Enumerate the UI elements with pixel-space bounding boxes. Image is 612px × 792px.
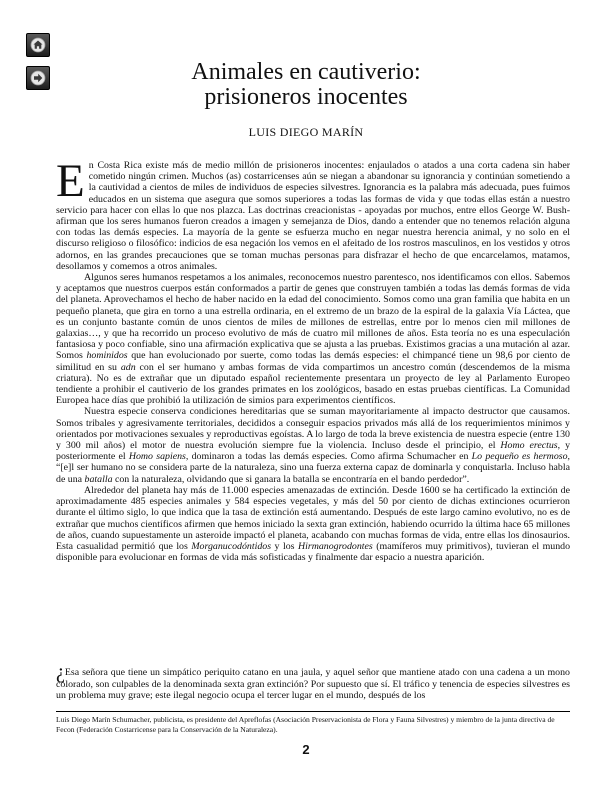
closing-text: Esa señora que tiene un simpático periquito catano en una jaula, y aquel señor que mantiene atado con una cadena a un mono colorado, son culpables de la denominada sexta gran extinción? Por supuesto que sí. El tráfico y tenencia de especies silvestres es un problema muy grave; este ilegal negocio ocupa el tercer lugar en el mundo, después de los	[56, 667, 570, 702]
text-span: Alrededor del planeta hay más de 11.000 especies amenazadas de extinción. Desde 1600 se ha certificado la extinción de aproximadamente 485 especies animales y 584 especies vegetales, y más del 50 por ciento de dichas extinciones ocurrieron durante el último siglo, lo que indica que la tasa de extinción está aumentando. Después de este largo camino evolutivo, no es de extrañar que muchos científicos afirmen que hemos iniciado la sexta gran extinción, habiendo ocurrido la última hace 65 millones de años, cuando supuestamente un asteroide impactó el planeta, acabando con muchas formas de vida, entre ellas los dinosaurios. Esta casualidad permitió que los	[56, 484, 570, 552]
term-adn: adn	[120, 361, 136, 373]
closing-paragraph	[56, 661, 570, 702]
text-span: Algunos seres humanos respetamos a los animales, reconocemos nuestro parentesco, nos identificamos con ellos. Sabemos y aceptamos que nuestros cuerpos están conformados a partir de genes que construyen también a todas las demás formas de vida del planeta. Aprovechamos el hecho de haber nacido en la edad del conocimiento. Somos como una gran familia que habita en un pequeño planeta, que gira en torno a una estrella ordinaria, en el extremo de un brazo de la espiral de la galaxia Vía Láctea, que es un conjunto bastante común de unos cientos de miles de millones de estrellas, entre por lo menos cien mil millones de galaxias…, y que ha recorrido un proceso evolutivo de más de cuatro mil millones de años. Esta teoría no es una especulación fantasiosa y poco confiable, sino una afirmación explicativa que se ajusta a las pruebas. Existimos gracias a una mutación al azar. Somos	[56, 272, 570, 362]
text-span: Nuestra especie conserva condiciones hereditarias que se suman mayoritariamente al impacto destructor que causamos. Somos tribales y agresivamente territoriales, decididos a conseguir espacios privados más allá de los requerimientos mínimos y orientados por motivaciones sexuales y reproductivas egoístas. A lo largo de toda la breve existencia de nuestra especie (entre 130 y 300 mil años) el motor de nuestra evolución siempre fue la violencia. Incluso desde el principio, el	[56, 406, 570, 452]
home-icon	[30, 37, 46, 53]
arrow-right-icon	[30, 70, 46, 86]
paragraph-1-text: n Costa Rica existe más de medio millón de prisioneros inocentes: enjaulados o atados a una corta cadena sin haber cometido ningún crimen. Muchos (as) costarricenses aún se niegan a abandonar su ignorancia y continúan sometiendo a la cautividad a cientos de miles de individuos de especies silvestres. Ignorancia es la palabra más adecuada, pues fuimos educados en un sistema que asegura que somos superiores a todas las formas de vida y que todas ellas están a nuestro servicio para hacer con ellas lo que nos plazca. Las doctrinas creacionistas - apoyadas por muchos, entre ellos George W. Bush- afirman que los seres humanos fueron creados a imagen y semejanza de Dios, dando a entender que no tenemos relación alguna con todas las demás especies. La mayoría de la gente se esfuerza mucho en negar nuestra herencia animal, y no solo en el discurso religioso o filosófico: indicios de esa negación los vemos en el afeitado de los rostros masculinos, en los vestidos y otros adornos, en las grandes precauciones que se toman muchas personas para disfrazar el hecho de que encarcelamos, matamos, desollamos y comemos a otros animales.	[56, 160, 570, 272]
text-span: , y posteriormente el	[56, 440, 571, 463]
footnote-divider	[56, 711, 570, 712]
book-title: Lo pequeño es hermoso	[471, 451, 568, 463]
term-homo-erectus: Homo erectus	[500, 440, 558, 452]
term-morganucodontidos: Morganucodóntidos	[191, 540, 272, 552]
paragraph-3	[56, 406, 570, 484]
text-span: (mamíferos muy primitivos), tuvieran el mundo disponible para evolucionar en formas de vida más sofisticadas y finalmente dar espacio a nuestra aparición.	[56, 540, 571, 564]
title-line-1: Animales en cautiverio:	[191, 59, 421, 86]
paragraph-4	[56, 485, 570, 563]
text-span: que han evolucionado por suerte, como todas las demás especies: el chimpancé tiene un 98,6 por ciento de similitud en su	[56, 350, 571, 373]
text-span: , dominaron a todas las demás especies. Como afirma Schumacher en	[185, 451, 469, 463]
paragraph-1	[56, 155, 570, 272]
question-mark-initial: ¿	[56, 661, 65, 683]
page-title	[60, 60, 552, 110]
footnote: Luis Diego Marín Schumacher, publicista, es presidente del Apreflofas (Asociación Preservacionista de Flora y Fauna Silvestres) y miembro de la junta directiva de Fecon (Federación Costarricense para la Conservación de la Naturaleza).	[56, 715, 555, 734]
author-name: LUIS DIEGO MARÍN	[248, 125, 364, 139]
term-batalla: batalla	[84, 473, 113, 485]
term-homo-sapiens: Homo sapiens	[128, 451, 186, 463]
term-hirmanogrodontes: Hirmanogrodontes	[297, 540, 373, 552]
next-page-button[interactable]	[26, 66, 50, 90]
home-button[interactable]	[26, 33, 50, 57]
text-span: con la naturaleza, olvidando que si ganara la batalla se encontraría en el bando perdedor”.	[114, 473, 470, 485]
title-line-2: prisioneros inocentes	[204, 84, 408, 111]
article-body	[56, 155, 571, 564]
term-hominidos: hominidos	[86, 350, 128, 362]
text-span: con el ser humano y ambas formas de vida compartimos un ancestro común (descendemos de la misma criatura). No es de extrañar que un diputado español recientemente presentara un proyecto de ley al Parlamento Europeo tendiente a prohibir el cautiverio de los grandes primates en los zoológicos, basado en estas pruebas científicas. La Comunidad Europea hace días que prohibió la utilización de simios para experimentos científicos.	[56, 361, 571, 407]
drop-cap: E	[56, 155, 85, 207]
text-span: y los	[274, 540, 295, 552]
text-span: , “[e]l ser humano no se considera parte de la naturaleza, sino una fuerza externa capaz de dominarla y conquistarla. Incluso habla de una	[56, 451, 571, 485]
page-number: 2	[302, 742, 310, 757]
paragraph-2	[56, 272, 570, 406]
